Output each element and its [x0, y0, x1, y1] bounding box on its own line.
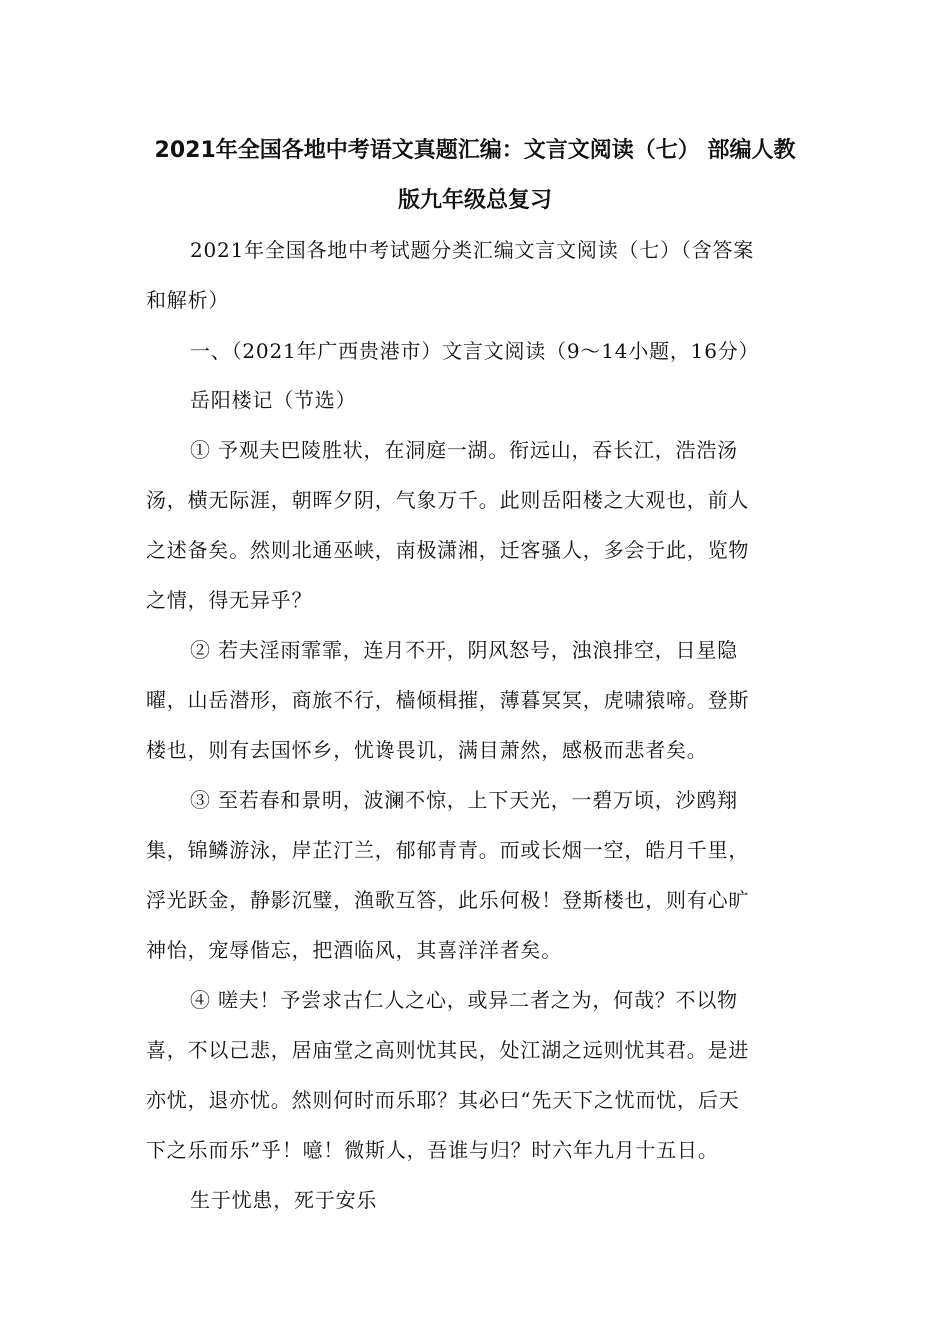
paragraph-1-line-2: 汤，横无际涯，朝晖夕阴，气象万千。此则岳阳楼之大观也，前人	[146, 488, 750, 512]
paragraph-3-line-4: 神怡，宠辱偕忘，把酒临风，其喜洋洋者矣。	[146, 938, 562, 962]
paragraph-2-line-3: 楼也，则有去国怀乡，忧谗畏讥，满目萧然，感极而悲者矣。	[146, 738, 708, 762]
paragraph-2-line-1: ② 若夫淫雨霏霏，连月不开，阴风怒号，浊浪排空，日星隐	[190, 638, 738, 662]
paragraph-4-line-2: 喜，不以己悲，居庙堂之高则忧其民，处江湖之远则忧其君。是进	[146, 1038, 750, 1062]
paragraph-1-line-4: 之情，得无异乎？	[146, 588, 313, 612]
next-passage-title: 生于忧患，死于安乐	[190, 1188, 378, 1212]
paragraph-1-line-1: ① 予观夫巴陵胜状，在洞庭一湖。衔远山，吞长江，浩浩汤	[190, 438, 738, 462]
passage-title: 岳阳楼记（节选）	[190, 388, 357, 412]
paragraph-3-line-2: 集，锦鳞游泳，岸芷汀兰，郁郁青青。而或长烟一空，皓月千里，	[146, 838, 750, 862]
paragraph-1-line-3: 之述备矣。然则北通巫峡，南极潇湘，迁客骚人，多会于此，览物	[146, 538, 750, 562]
subtitle-line-1: 2021年全国各地中考试题分类汇编文言文阅读（七）（含答案	[190, 238, 755, 262]
paragraph-3-line-1: ③ 至若春和景明，波澜不惊，上下天光，一碧万顷，沙鸥翔	[190, 788, 738, 812]
document-title-line-1: 2021年全国各地中考语文真题汇编：文言文阅读（七） 部编人教	[154, 138, 796, 163]
subtitle-line-2: 和解析）	[146, 288, 230, 312]
paragraph-3-line-3: 浮光跃金，静影沉璧，渔歌互答，此乐何极！登斯楼也，则有心旷	[146, 888, 750, 912]
document-title-line-2: 版九年级总复习	[397, 188, 552, 213]
paragraph-4-line-1: ④ 嗟夫！予尝求古仁人之心，或异二者之为，何哉？不以物	[190, 988, 738, 1012]
section-heading: 一、（2021年广西贵港市）文言文阅读（9～14小题，16分）	[190, 339, 760, 363]
paragraph-4-line-3: 亦忧，退亦忧。然则何时而乐耶？其必曰“先天下之忧而忧，后天	[146, 1088, 740, 1112]
paragraph-2-line-2: 曜，山岳潜形，商旅不行，樯倾楫摧，薄暮冥冥，虎啸猿啼。登斯	[146, 688, 750, 712]
paragraph-4-line-4: 下之乐而乐”乎！噫！微斯人，吾谁与归？时六年九月十五日。	[146, 1138, 719, 1162]
